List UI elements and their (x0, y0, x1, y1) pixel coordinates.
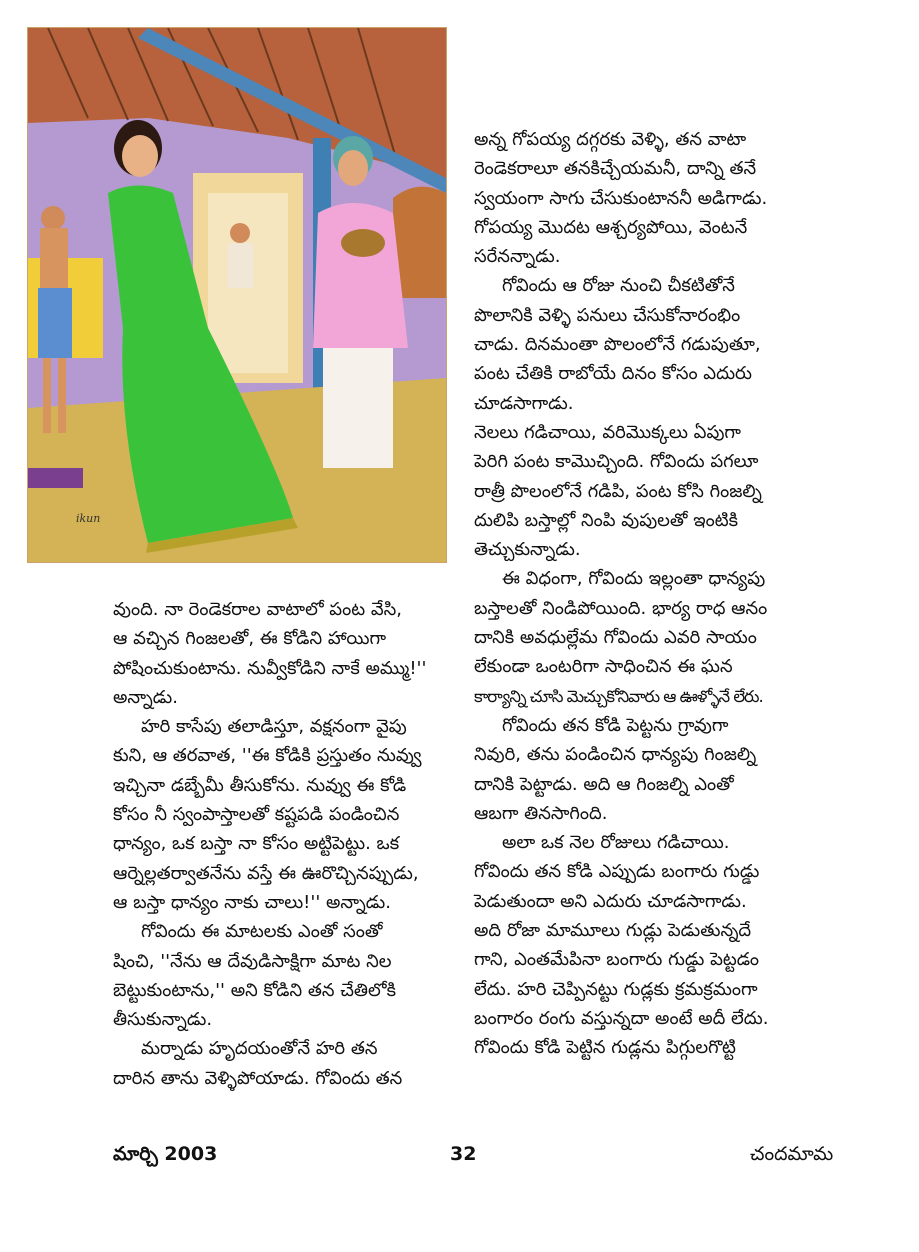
text-line: దానికి అవధుల్లేమ గోవిందు ఎవరి సాయం (474, 627, 757, 649)
story-illustration (27, 27, 447, 563)
text-line: బస్తాలతో నిండిపోయింది. భార్య రాధ ఆనం (474, 597, 768, 619)
text-line: దానికి పెట్టాడు. అది ఆ గింజల్ని ఎంతో (474, 773, 734, 795)
text-line: షించి, ''నేను ఆ దేవుడిసాక్షిగా మాట నిల (113, 950, 392, 972)
text-line: లేకుండా ఒంటరిగా సాధించిన ఈ ఘన (474, 656, 733, 678)
text-line: నివురి, తను పండించిన ధాన్యపు గింజల్ని (474, 744, 757, 766)
text-line: ఇచ్చినా డబ్బేమీ తీసుకోను. నువ్వు ఈ కోడి (113, 774, 407, 796)
text-line: అన్న గోపయ్య దగ్గరకు వెళ్ళి, తన వాటా (474, 129, 747, 150)
text-line: బెట్టుకుంటాను,'' అని కోడిని తన చేతిలోకి (113, 979, 396, 1001)
text-line: అలా ఒక నెల రోజులు గడిచాయి. (502, 832, 730, 854)
text-line: లేదు. హరి చెప్పినట్టు గుడ్లకు క్రమక్రమంగా (474, 978, 758, 1000)
text-column-right (474, 125, 894, 1063)
text-column-left (113, 595, 458, 1093)
text-line: పెడుతుందా అని ఎదురు చూడసాగాడు. (474, 890, 747, 912)
text-line: బంగారం రంగు వస్తున్నదా అంటే అదీ లేదు. (474, 1007, 769, 1029)
text-line: కుని, ఆ తరవాత, ''ఈ కోడికి ప్రస్తుతం నువ్వు (113, 745, 422, 767)
text-line: తీసుకున్నాడు. (113, 1009, 213, 1031)
text-line: తెచ్చుకున్నాడు. (474, 539, 581, 561)
text-line: రాత్రీ పొలంలోనే గడిపి, పంట కోసి గింజల్ని (474, 480, 762, 502)
text-line: ఆ వచ్చిన గింజలతో, ఈ కోడిని హాయిగా (113, 628, 387, 650)
page-number: 32 (450, 1143, 477, 1165)
text-line: పెరిగి పంట కామొచ్చింది. గోవిందు పగలూ (474, 451, 759, 473)
magazine-name: చందమామ (750, 1143, 834, 1165)
text-line: ఈ విధంగా, గోవిందు ఇల్లంతా ధాన్యపు (502, 568, 766, 590)
issue-date: మార్చి 2003 (113, 1143, 218, 1165)
text-line: నెలలు గడిచాయి, వరిమొక్కలు ఏపుగా (474, 421, 741, 443)
text-line: పొలానికి వెళ్ళి పనులు చేసుకోనారంభిం (474, 304, 741, 326)
text-line: స్వయంగా సాగు చేసుకుంటాననీ అడిగాడు. (474, 187, 768, 209)
text-line: రెండెకరాలూ తనకిచ్చేయమనీ, దాన్ని తనే (474, 158, 757, 180)
text-line: అన్నాడు. (113, 686, 178, 708)
text-line: దారిన తాను వెళ్ళిపోయాడు. గోవిందు తన (113, 1067, 403, 1089)
text-line: కోసం నీ స్వంపాస్తాలతో కష్టపడి పండించిన (113, 804, 400, 826)
text-line: గోవిందు తన కోడి పెట్టను గ్రావుగా (502, 714, 729, 736)
text-line: గోపయ్య మొదట ఆశ్చర్యపోయి, వెంటనే (474, 216, 748, 238)
text-line: దులిపి బస్తాల్లో నింపి వుపులతో ఇంటికి (474, 509, 739, 531)
text-line: గోవిందు ఈ మాటలకు ఎంతో సంతో (141, 921, 383, 943)
text-line: పోషించుకుంటాను. నువ్వీకోడిని నాకే అమ్ము!'' (113, 657, 427, 679)
text-line: హరి కాసేపు తలాడిస్తూ, వక్షనంగా వైపు (141, 716, 407, 738)
text-line: చాడు. దినమంతా పొలంలోనే గడుపుతూ, (474, 334, 761, 356)
text-line: ఆ బస్తా ధాన్యం నాకు చాలు!'' అన్నాడు. (113, 891, 391, 913)
text-line: వుంది. నా రెండెకరాల వాటాలో పంట వేసి, (113, 599, 403, 620)
text-line: ఆర్నెల్లతర్వాతనేను వస్తే ఈ ఊరొచ్చినప్పుడు, (113, 862, 419, 884)
artist-signature: ikun (76, 512, 101, 525)
text-line: ధాన్యం, ఒక బస్తా నా కోసం అట్టిపెట్టు. ఒక (113, 833, 400, 855)
illustration-svg (28, 28, 446, 562)
text-line: గోవిందు ఆ రోజు నుంచి చీకటితోనే (502, 275, 735, 297)
text-line: కార్యాన్ని చూసి మెచ్చుకోనివారు ఆ ఊళ్ళోనే లేరు. (474, 686, 763, 706)
text-line: మర్నాడు హృదయంతోనే హరి తన (141, 1038, 378, 1060)
text-line: గోవిందు కోడి పెట్టిన గుడ్లను పిగ్గులగొట్టి (474, 1037, 736, 1059)
text-line: సరేనన్నాడు. (474, 246, 561, 268)
text-line: ఆబగా తినసాగింది. (474, 802, 608, 824)
text-line: చూడసాగాడు. (474, 392, 574, 414)
text-line: అది రోజా మామూలు గుడ్లు పెడుతున్నదే (474, 920, 752, 942)
text-line: గాని, ఎంతమేపినా బంగారు గుడ్డు పెట్టడం (474, 949, 759, 971)
text-line: పంట చేతికి రాబోయే దినం కోసం ఎదురు (474, 363, 752, 385)
text-line: గోవిందు తన కోడి ఎప్పుడు బంగారు గుడ్డు (474, 861, 760, 883)
